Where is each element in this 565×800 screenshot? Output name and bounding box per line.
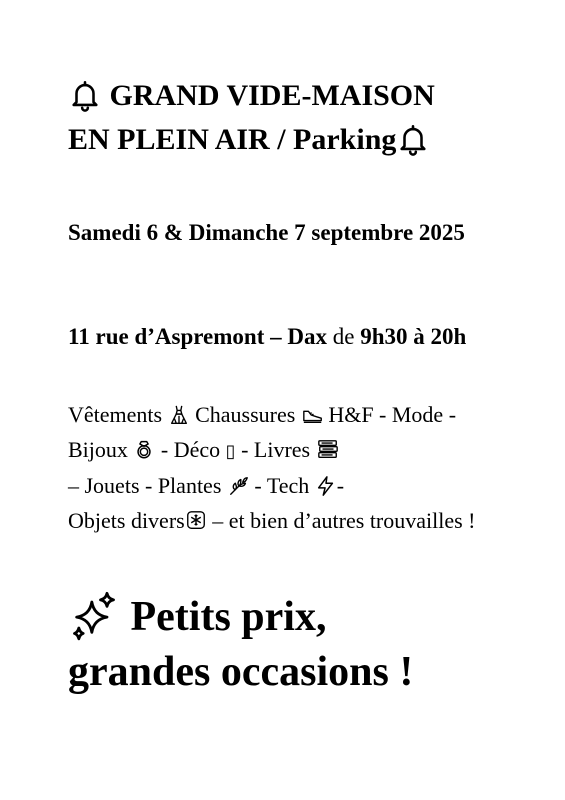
snowflake-icon [185,509,207,531]
event-dates: Samedi 6 & Dimanche 7 septembre 2025 [68,220,465,245]
item-livres: - Livres [241,436,311,462]
ring-icon [133,438,155,460]
lightning-icon [315,475,337,497]
shoe-icon [301,404,323,426]
item-objets-divers: Objets divers [68,507,185,533]
item-reste: – et bien d’autres trouvailles ! [212,507,476,533]
bell-icon [68,78,102,112]
slogan [68,590,538,700]
missing-glyph: ▯ [225,440,236,462]
title-line-2: EN PLEIN AIR / Parking [68,123,397,156]
event-hours: 9h30 à 20h [360,324,467,349]
separator-dash: - [336,473,345,498]
flyer-title [68,74,548,162]
items-list [68,398,508,538]
sparkles-icon [68,589,120,641]
books-icon [316,438,338,460]
leaf-icon [227,475,249,497]
item-vetements: Vêtements [68,402,163,427]
item-tech: - Tech [254,473,310,498]
title-line-1: GRAND VIDE-MAISON [109,79,435,112]
slogan-line-2: grandes occasions ! [68,649,414,695]
slogan-line-1: Petits prix, [130,594,327,640]
item-chaussures: Chaussures [195,402,296,427]
bell-icon [396,122,430,156]
hours-connector: de [326,324,361,349]
dress-icon [168,404,190,426]
item-hf-mode-bijoux: H&F - Mode - Bijoux [68,402,457,462]
event-address: 11 rue d’Aspremont – Dax [68,324,327,349]
event-location [68,320,528,353]
item-deco: - Déco [160,436,221,462]
item-jouets-plantes: – Jouets - Plantes [68,473,222,498]
